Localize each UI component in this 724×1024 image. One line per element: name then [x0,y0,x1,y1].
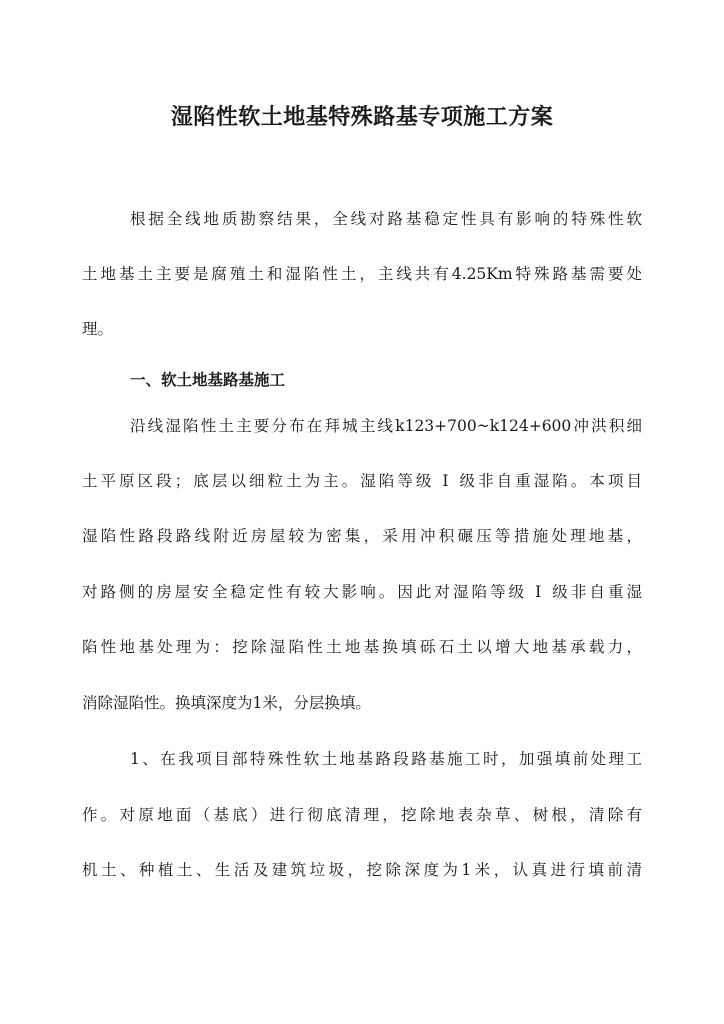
paragraph-line: 消除湿陷性。换填深度为1米，分层换填。 [82,694,371,712]
paragraph-line: 根据全线地质勘察结果，全线对路基稳定性具有影响的特殊性软 [130,210,642,228]
paragraph-line: 理。 [82,320,114,338]
paragraph-line: 对路侧的房屋安全稳定性有较大影响。因此对湿陷等级 Ⅰ 级非自重湿 [82,583,642,601]
paragraph-line: 机土、种植土、生活及建筑垃圾，挖除深度为1米，认真进行填前清 [82,861,642,879]
paragraph-line: 土平原区段；底层以细粒土为主。湿陷等级 Ⅰ 级非自重湿陷。本项目 [82,472,642,490]
paragraph-line: 陷性地基处理为：挖除湿陷性土地基换填砾石土以增大地基承载力， [82,638,642,656]
paragraph-line: 沿线湿陷性土主要分布在拜城主线k123+700~k124+600冲洪积细 [130,417,642,435]
paragraph-line: 土地基土主要是腐殖土和湿陷性土，主线共有4.25Km特殊路基需要处 [82,265,642,283]
paragraph-line: 湿陷性路段路线附近房屋较为密集，采用冲积碾压等措施处理地基， [82,527,642,545]
paragraph-line: 作。对原地面（基底）进行彻底清理，挖除地表杂草、树根，清除有 [82,806,642,824]
section-heading: 一、软土地基路基施工 [130,370,286,389]
document-title: 湿陷性软土地基特殊路基专项施工方案 [170,104,554,130]
paragraph-line: 1、在我项目部特殊性软土地基路段路基施工时，加强填前处理工 [130,750,642,768]
